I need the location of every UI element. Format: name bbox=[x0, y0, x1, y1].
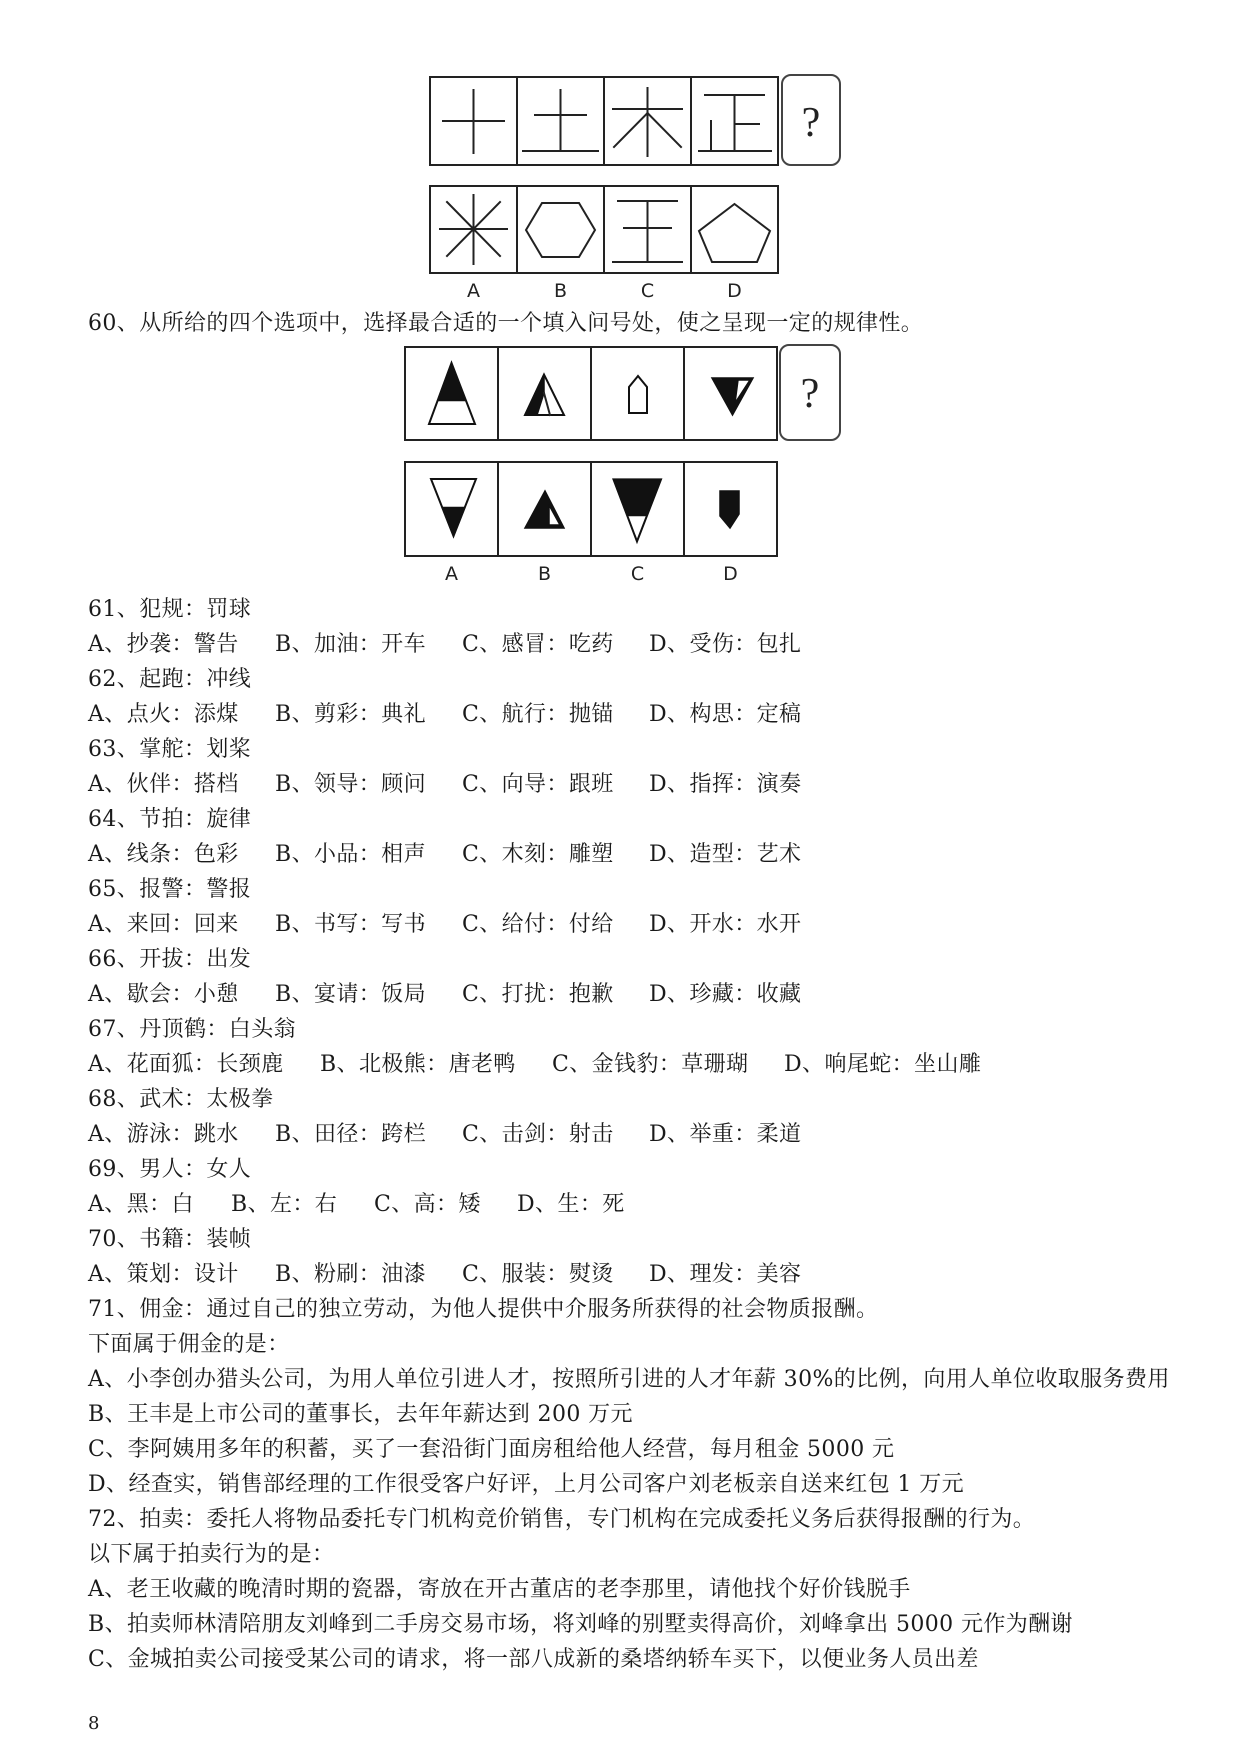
figure-1-option-c bbox=[604, 186, 691, 273]
q66-option-c: C、打扰：抱歉 bbox=[462, 982, 614, 1007]
figure-2-cell-4 bbox=[684, 347, 777, 440]
page-number: 8 bbox=[88, 1713, 100, 1734]
q71-option-d: D、经查实，销售部经理的工作很受客户好评，上月公司客户刘老板亲自送来红包 1 万元 bbox=[88, 1472, 965, 1497]
q69-option-c: C、高：矮 bbox=[374, 1192, 481, 1217]
q67-option-a: A、花面狐：长颈鹿 bbox=[88, 1052, 284, 1077]
q66-option-d: D、珍藏：收藏 bbox=[649, 982, 802, 1007]
q68-option-d: D、举重：柔道 bbox=[649, 1122, 802, 1147]
question-mark: ? bbox=[800, 371, 820, 417]
q64-option-d: D、造型：艺术 bbox=[649, 842, 802, 867]
q70-option-b: B、粉刷：油漆 bbox=[275, 1262, 426, 1287]
q62-options bbox=[88, 697, 1208, 732]
figure-1-question-box bbox=[782, 75, 840, 165]
figure-1-cell-1 bbox=[430, 77, 517, 165]
figure-2-cell-3 bbox=[591, 347, 684, 440]
figure-1-option-d bbox=[691, 186, 778, 273]
q67-stem: 67、丹顶鹤：白头翁 bbox=[88, 1017, 296, 1042]
q71-prompt: 下面属于佣金的是： bbox=[88, 1332, 290, 1357]
q72-option-c: C、金城拍卖公司接受某公司的请求，将一部八成新的桑塔纳轿车买下，以便业务人员出差 bbox=[88, 1647, 979, 1672]
q61-stem: 61、犯规：罚球 bbox=[88, 597, 252, 622]
q63-option-c: C、向导：跟班 bbox=[462, 772, 614, 797]
question-mark: ? bbox=[801, 100, 821, 146]
option-label-c: C bbox=[640, 280, 655, 302]
q70-options bbox=[88, 1257, 1208, 1292]
q65-option-c: C、给付：付给 bbox=[462, 912, 614, 937]
q67-option-b: B、北极熊：唐老鸭 bbox=[320, 1052, 516, 1077]
q69-stem: 69、男人：女人 bbox=[88, 1157, 252, 1182]
figure-2-cell-1 bbox=[405, 347, 498, 440]
figure-1-option-a bbox=[430, 186, 517, 273]
option-label-b: B bbox=[553, 280, 568, 302]
q65-option-d: D、开水：水开 bbox=[649, 912, 802, 937]
q65-options bbox=[88, 907, 1208, 942]
figure-2-cell-2 bbox=[498, 347, 591, 440]
figure-2-question-row bbox=[405, 345, 840, 440]
q66-stem: 66、开拔：出发 bbox=[88, 947, 252, 972]
figure-2-option-c bbox=[591, 462, 684, 556]
q70-option-c: C、服装：熨烫 bbox=[462, 1262, 614, 1287]
q62-option-a: A、点火：添煤 bbox=[88, 702, 239, 727]
figure-2-options-row bbox=[405, 462, 777, 585]
figure-1-cell-2 bbox=[517, 77, 604, 165]
q65-option-b: B、书写：写书 bbox=[275, 912, 426, 937]
figure-1-cell-3 bbox=[604, 77, 691, 165]
q66-option-b: B、宴请：饭局 bbox=[275, 982, 426, 1007]
figure-2-triangle-puzzle bbox=[404, 344, 842, 589]
q66-option-a: A、歇会：小憩 bbox=[88, 982, 239, 1007]
figure-2-option-b bbox=[498, 462, 591, 556]
q65-stem: 65、报警：警报 bbox=[88, 877, 252, 902]
option-label-c: C bbox=[630, 563, 645, 585]
q63-options bbox=[88, 767, 1208, 802]
q72-option-a: A、老王收藏的晚清时期的瓷器，寄放在开古董店的老李那里，请他找个好价钱脱手 bbox=[88, 1577, 911, 1602]
figure-2-question-box bbox=[780, 345, 840, 440]
q72-option-b: B、拍卖师林清陪朋友刘峰到二手房交易市场，将刘峰的别墅卖得高价，刘峰拿出 5000 元作为酬谢 bbox=[88, 1612, 1073, 1637]
q67-option-d: D、响尾蛇：坐山雕 bbox=[784, 1052, 982, 1077]
q71-option-c: C、李阿姨用多年的积蓄，买了一套沿街门面房租给他人经营，每月租金 5000 元 bbox=[88, 1437, 895, 1462]
q63-option-a: A、伙伴：搭档 bbox=[88, 772, 239, 797]
option-label-d: D bbox=[727, 280, 742, 302]
q68-options bbox=[88, 1117, 1208, 1152]
q68-option-c: C、击剑：射击 bbox=[462, 1122, 614, 1147]
option-label-b: B bbox=[537, 563, 552, 585]
q71-option-a: A、小李创办猎头公司，为用人单位引进人才，按照所引进的人才年薪 30%的比例，向用人单位收取服务费用 bbox=[88, 1367, 1170, 1392]
q72-stem: 72、拍卖：委托人将物品委托专门机构竞价销售，专门机构在完成委托义务后获得报酬的行为。 bbox=[88, 1507, 1036, 1532]
q69-option-b: B、左：右 bbox=[231, 1192, 338, 1217]
q71-stem: 71、佣金：通过自己的独立劳动，为他人提供中介服务所获得的社会物质报酬。 bbox=[88, 1297, 879, 1322]
q61-option-d: D、受伤：包扎 bbox=[649, 632, 802, 657]
cell-frame bbox=[691, 186, 778, 273]
figure-2-option-d bbox=[684, 462, 777, 556]
q70-option-a: A、策划：设计 bbox=[88, 1262, 239, 1287]
figure-1-cell-4 bbox=[691, 77, 778, 165]
q68-option-a: A、游泳：跳水 bbox=[88, 1122, 239, 1147]
q63-option-b: B、领导：顾问 bbox=[275, 772, 426, 797]
q70-stem: 70、书籍：装帧 bbox=[88, 1227, 252, 1252]
q66-options bbox=[88, 977, 1208, 1012]
figure-1-stroke-puzzle bbox=[429, 74, 843, 306]
q64-options bbox=[88, 837, 1208, 872]
q60-text: 60、从所给的四个选项中，选择最合适的一个填入问号处，使之呈现一定的规律性。 bbox=[88, 311, 924, 336]
q64-option-b: B、小品：相声 bbox=[275, 842, 426, 867]
q64-option-c: C、木刻：雕塑 bbox=[462, 842, 614, 867]
q70-option-d: D、理发：美容 bbox=[649, 1262, 802, 1287]
q67-options bbox=[88, 1047, 1208, 1082]
q62-option-b: B、剪彩：典礼 bbox=[275, 702, 426, 727]
figure-1-option-b bbox=[517, 186, 604, 273]
option-label-a: A bbox=[445, 563, 458, 585]
q61-options bbox=[88, 627, 1208, 662]
q64-option-a: A、线条：色彩 bbox=[88, 842, 239, 867]
option-label-a: A bbox=[467, 280, 480, 302]
q71-option-b: B、王丰是上市公司的董事长，去年年薪达到 200 万元 bbox=[88, 1402, 633, 1427]
q62-option-d: D、构思：定稿 bbox=[649, 702, 802, 727]
q69-option-a: A、黑：白 bbox=[88, 1192, 194, 1217]
q61-option-b: B、加油：开车 bbox=[275, 632, 426, 657]
q64-stem: 64、节拍：旋律 bbox=[88, 807, 252, 832]
q63-stem: 63、掌舵：划桨 bbox=[88, 737, 252, 762]
q67-option-c: C、金钱豹：草珊瑚 bbox=[552, 1052, 749, 1077]
questions-block bbox=[88, 592, 1208, 1677]
q62-stem: 62、起跑：冲线 bbox=[88, 667, 252, 692]
q68-stem: 68、武术：太极拳 bbox=[88, 1087, 274, 1112]
q61-option-c: C、感冒：吃药 bbox=[462, 632, 614, 657]
q69-option-d: D、生：死 bbox=[517, 1192, 625, 1217]
q72-prompt: 以下属于拍卖行为的是： bbox=[88, 1542, 335, 1567]
q61-option-a: A、抄袭：警告 bbox=[88, 632, 239, 657]
q63-option-d: D、指挥：演奏 bbox=[649, 772, 802, 797]
option-label-d: D bbox=[723, 563, 738, 585]
q62-option-c: C、航行：抛锚 bbox=[462, 702, 614, 727]
figure-1-options-row bbox=[430, 186, 778, 302]
q68-option-b: B、田径：跨栏 bbox=[275, 1122, 426, 1147]
figure-1-question-row bbox=[430, 75, 840, 165]
cell-frame bbox=[517, 186, 604, 273]
figure-2-option-a bbox=[405, 462, 498, 556]
q65-option-a: A、来回：回来 bbox=[88, 912, 239, 937]
q69-options bbox=[88, 1187, 1208, 1222]
